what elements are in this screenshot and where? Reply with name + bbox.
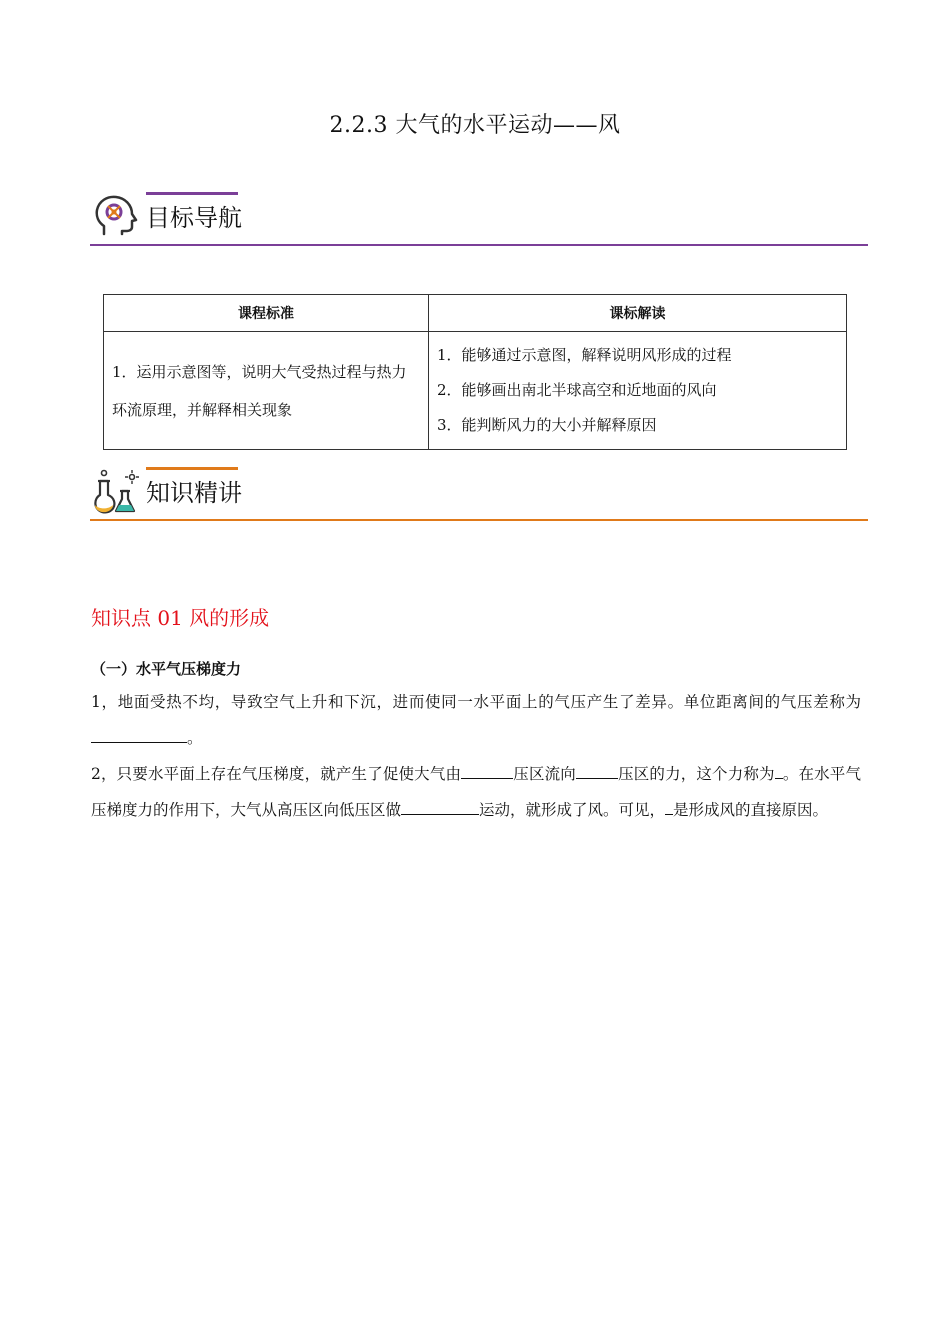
fill-blank[interactable] xyxy=(461,762,513,779)
list-item: 1．能够通过示意图，解释说明风形成的过程 xyxy=(437,346,732,364)
paragraph-text: 压区流向 xyxy=(513,765,576,783)
section-header-knowledge xyxy=(90,465,868,521)
paragraph-text: 运动，就形成了风。可见， xyxy=(479,801,666,819)
paragraph-text: 。 xyxy=(187,729,203,747)
lab-flask-icon xyxy=(90,465,142,517)
list-item: 2．能够画出南北半球高空和近地面的风向 xyxy=(437,381,717,399)
section-accent-line xyxy=(146,467,238,470)
paragraph-2 xyxy=(91,756,861,828)
document-title: 2.2.3 大气的水平运动——风 xyxy=(329,113,621,138)
course-standards-table xyxy=(103,294,847,450)
section-divider xyxy=(90,519,868,521)
paragraph-text: 2，只要水平面上存在气压梯度，就产生了促使大气由 xyxy=(91,765,462,783)
fill-blank[interactable] xyxy=(91,726,187,743)
fill-blank[interactable] xyxy=(665,798,673,815)
section-accent-line xyxy=(146,192,238,195)
section-label: 知识精讲 xyxy=(146,479,242,507)
section-divider xyxy=(90,244,868,246)
fill-blank[interactable] xyxy=(576,762,618,779)
paragraph-1 xyxy=(91,684,861,756)
table-header-interpretation: 课标解读 xyxy=(429,295,847,332)
table-cell-standard: 1．运用示意图等，说明大气受热过程与热力环流原理，并解释相关现象 xyxy=(104,332,429,450)
list-item: 3．能判断风力的大小并解释原因 xyxy=(437,416,657,434)
fill-blank[interactable] xyxy=(401,798,479,815)
paragraph-text: 是形成风的直接原因。 xyxy=(673,801,829,819)
paragraph-text: 1，地面受热不均，导致空气上升和下沉，进而使同一水平面上的气压产生了差异。单位距离间的气压差称为 xyxy=(91,693,861,711)
table-header-standard: 课程标准 xyxy=(104,295,429,332)
paragraph-text: 。在水平气压梯度力的作用下，大气从高压区向低压区做 xyxy=(91,765,861,819)
table-cell-interpretations xyxy=(429,332,847,450)
brain-gear-icon xyxy=(90,190,142,242)
section-header-goals xyxy=(90,190,868,246)
section-label: 目标导航 xyxy=(146,204,242,232)
table-row xyxy=(104,332,847,450)
paragraph-text: 压区的力，这个力称为 xyxy=(617,765,775,783)
subsection-title: （一）水平气压梯度力 xyxy=(91,660,242,678)
knowledge-point-title: 知识点 01 风的形成 xyxy=(91,606,270,630)
table-header-row xyxy=(104,295,847,332)
fill-blank[interactable] xyxy=(775,762,783,779)
